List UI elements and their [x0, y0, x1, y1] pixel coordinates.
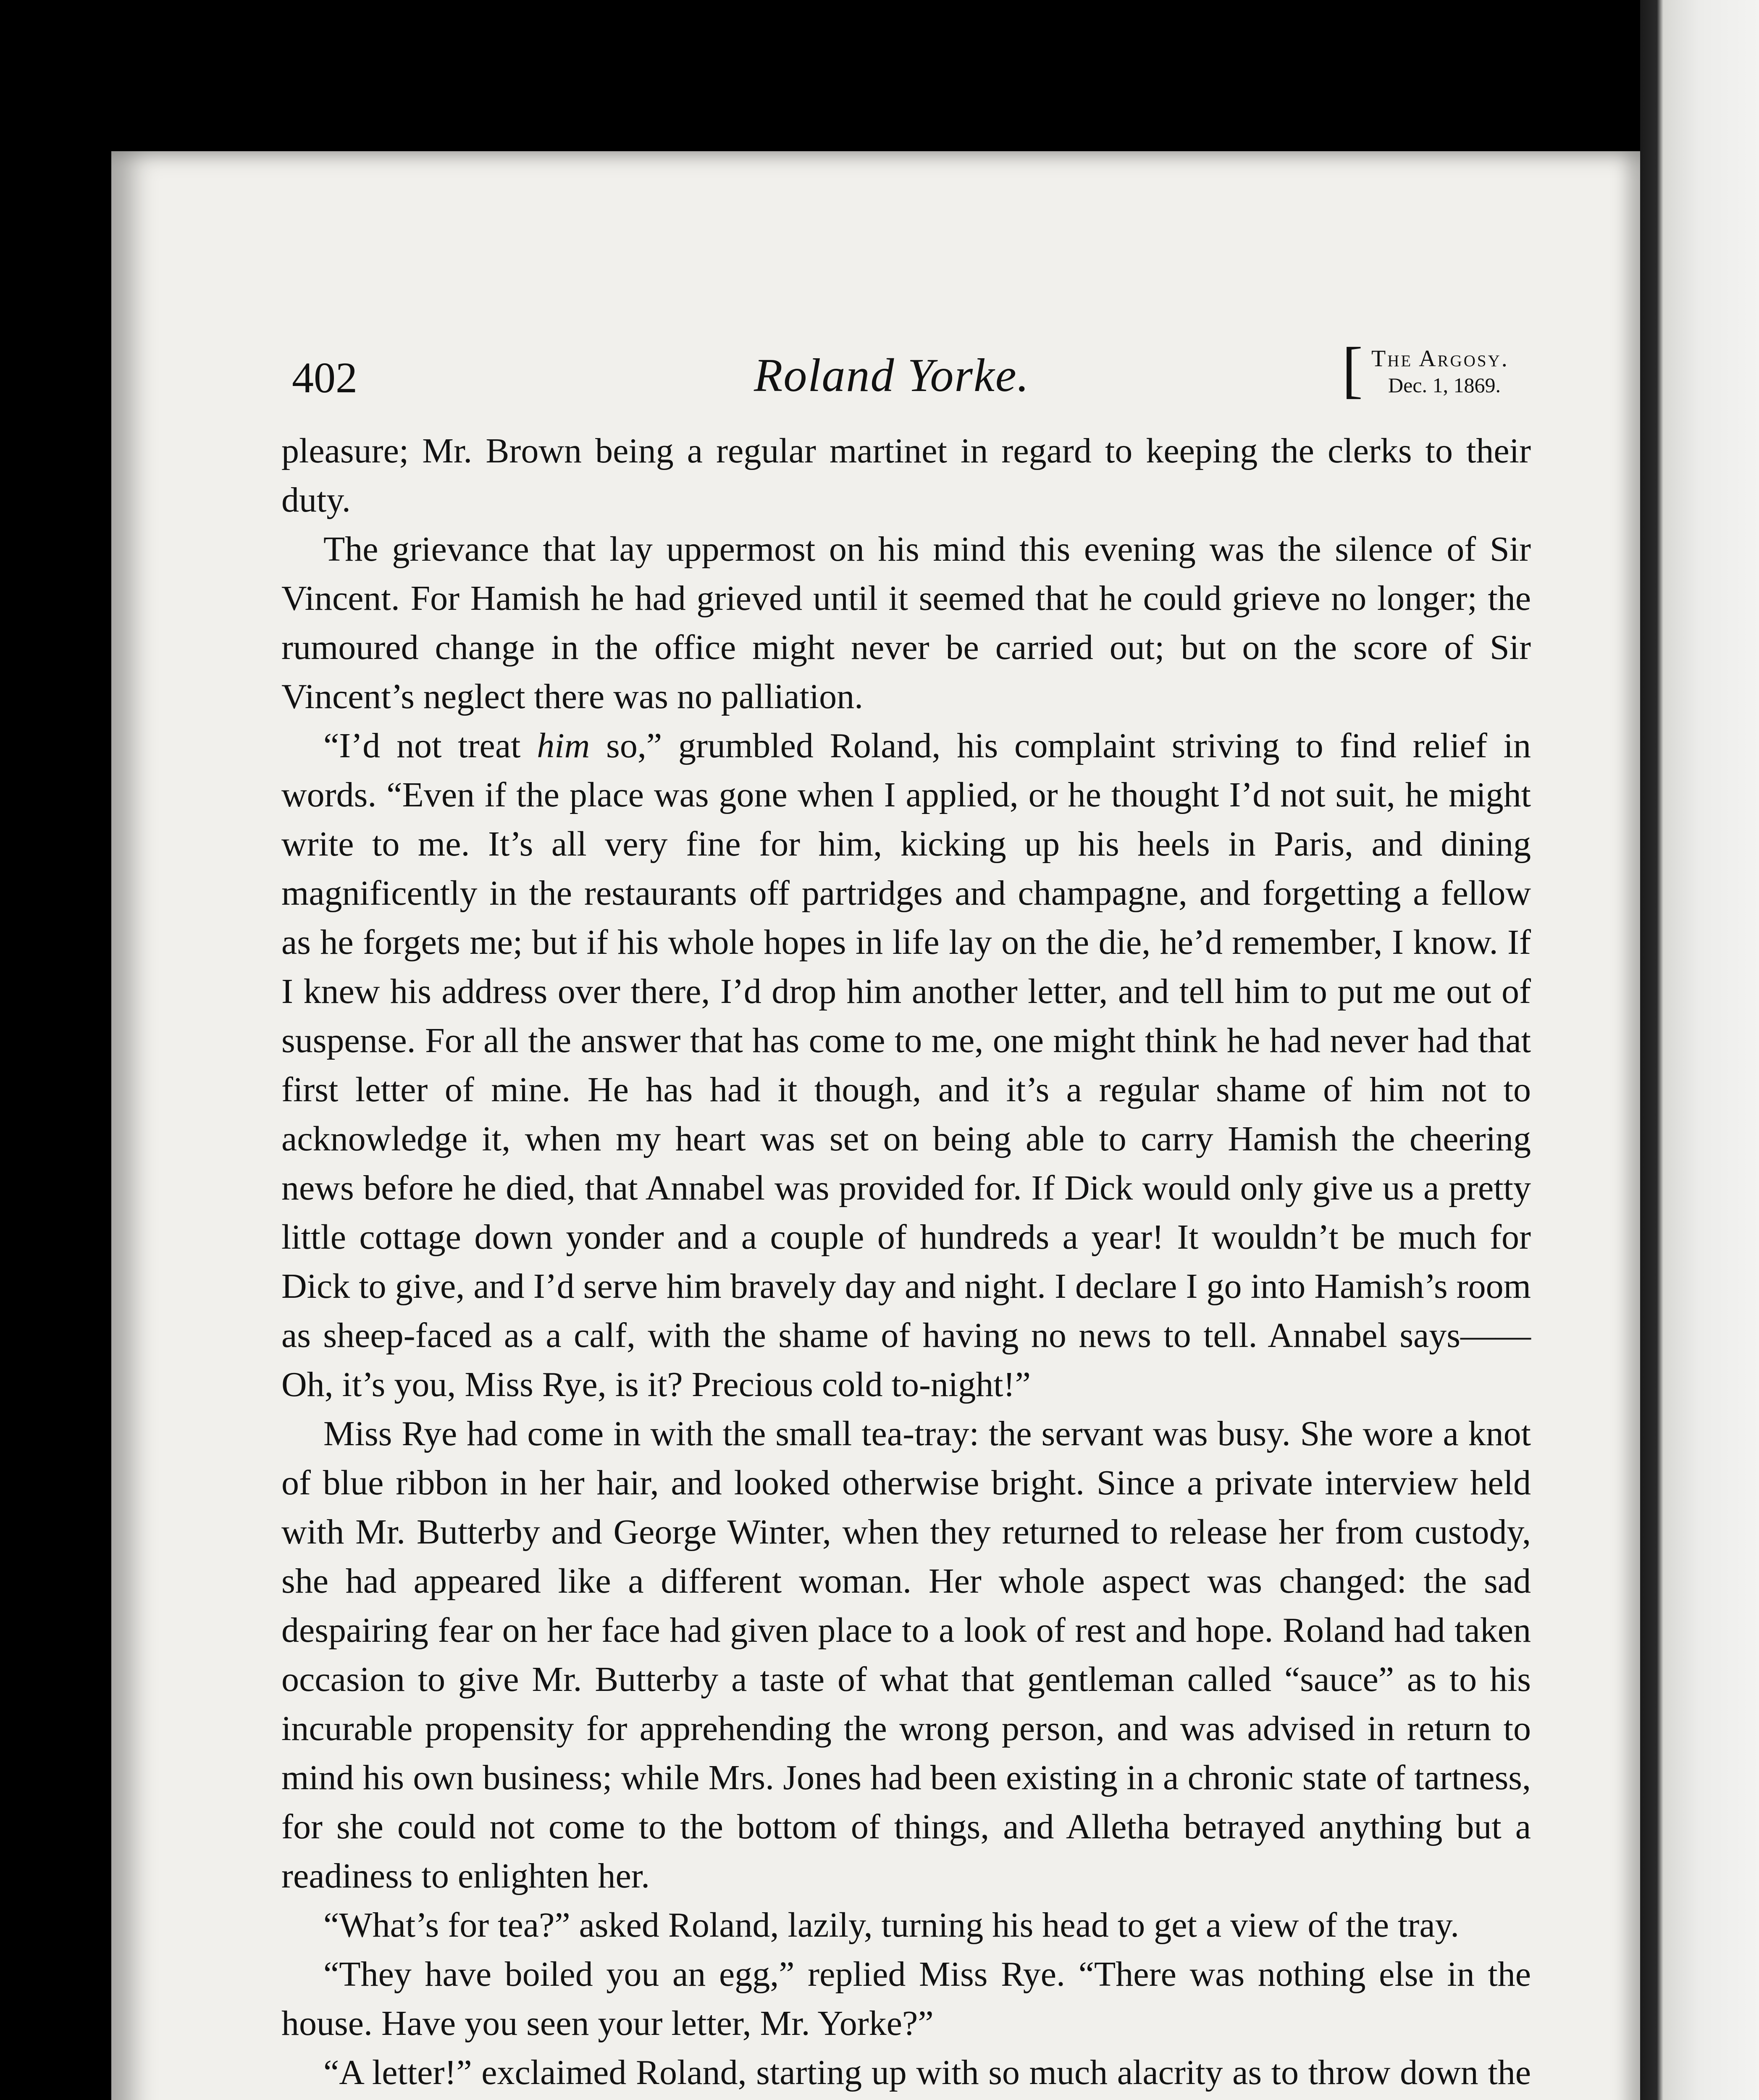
paragraph: “What’s for tea?” asked Roland, lazily, turning his head to get a view of the tray.	[323, 1906, 1460, 1945]
paragraph: “A letter!” exclaimed Roland, starting up with so much alacrity as to throw down the	[323, 2053, 1531, 2092]
running-title: Roland Yorke.	[754, 349, 1030, 402]
journal-citation	[1342, 335, 1518, 404]
emphasis: him	[537, 726, 590, 765]
paragraph: pleasure; Mr. Brown being a regular martinet in regard to keeping the clerks to their duty.	[281, 431, 1531, 520]
page-number: 402	[292, 354, 357, 402]
adjacent-page-edge	[1640, 0, 1759, 2100]
paragraph: Miss Rye had come in with the small tea-tray: the servant was busy. She wore a knot of blue ribbon in her hair, and looked otherwise bright. Since a private interview held with Mr. Butterby and George Winter, when they returned to release her from custody, she had appeared like a different woman. Her whole aspect was changed: the sad despairing fear on her face had given place to a look of rest and hope. Roland had taken occasion to give Mr. Butterby a taste of what that gentleman called “sauce” as to his incurable propensity for apprehending the wrong person, and was advised in return to mind his own business; while Mrs. Jones had been existing in a chronic state of tartness, for she could not come to the bottom of things, and Alletha betrayed anything but a readiness to enlighten her.	[281, 1414, 1531, 1895]
paragraph: “They have boiled you an egg,” replied Miss Rye. “There was nothing else in the house. Have you seen your letter, Mr. Yorke?”	[281, 1955, 1531, 2043]
journal-name: The Argosy.	[1371, 346, 1509, 372]
page-header	[166, 336, 1531, 403]
journal-date: Dec. 1, 1869.	[1388, 373, 1501, 397]
bracket-glyph: [	[1342, 335, 1363, 404]
paragraph: The grievance that lay uppermost on his mind this evening was the silence of Sir Vincent. For Hamish he had grieved until it seemed that he could grieve no longer; the rumoured change in the office might never be carried out; but on the score of Sir Vincent’s neglect there was no palliation.	[281, 530, 1531, 716]
text-run: “I’d not treat	[323, 726, 537, 765]
body-text	[281, 426, 1531, 2100]
paragraph	[281, 721, 1531, 1409]
text-run: so,” grumbled Roland, his complaint striving to find relief in words. “Even if the place was gone when I applied, or he thought I’d not suit, he might write to me. It’s all very fine for him, kicking up his heels in Paris, and dining magnificently in the restaurants off partridges and champagne, and forgetting a fellow as he forgets me; but if his whole hopes in life lay on the die, he’d remember, I know. If I knew his address over there, I’d drop him another letter, and tell him to put me out of suspense. For all the answer that has come to me, one might think he had never had that first letter of mine. He has had it though, and it’s a regular shame of him not to acknowledge it, when my heart was set on being able to carry Hamish the cheering news before he died, that Annabel was provided for. If Dick would only give us a pretty little cottage down yonder and a couple of hundreds a year! It wouldn’t be much for Dick to give, and I’d serve him bravely day and night. I declare I go into Hamish’s room as sheep-faced as a calf, with the shame of having no news to tell. Annabel says—— Oh, it’s you, Miss Rye, is it? Precious cold to-night!”	[281, 726, 1531, 1404]
